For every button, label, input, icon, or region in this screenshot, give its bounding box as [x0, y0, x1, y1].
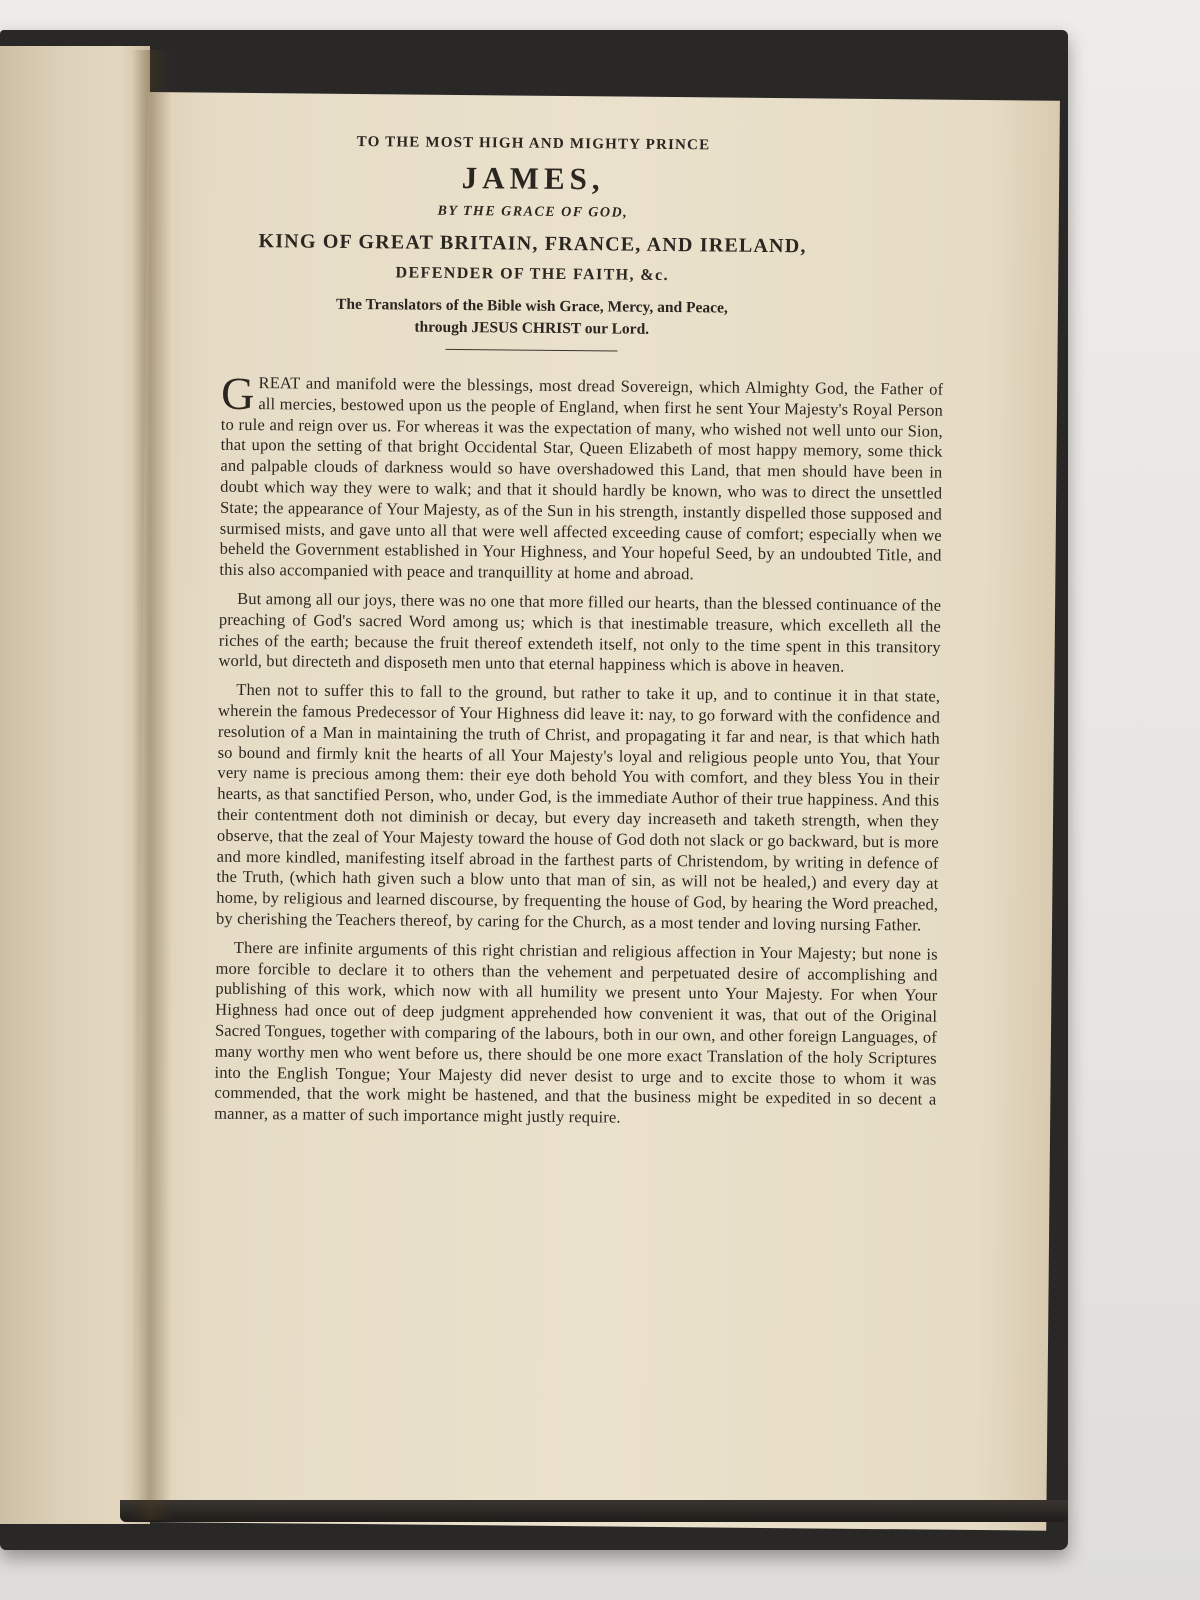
- paragraph-1: [219, 367, 944, 588]
- drop-cap: G: [220, 367, 255, 420]
- paragraph-4: There are infinite arguments of this right christian and religious affection in Your Majesty; but none is more forcible to declare it to others than the vehement and perpetuated desire of accomplishing and publishing of this work, which now with all humility we present unto Your Majesty. For when Your Highness had once out of deep judgment apprehended how convenient it was, that out of the Original Sacred Tongues, together with comparing of the labours, both in our own, and other foreign Languages, of many worthy men who went before us, there should be one more exact Translation of the holy Scriptures into the English Tongue; Your Majesty did never desist to urge and to excite those to whom it was commended, that the work might be hastened, and that the business might be expedited in so decent a manner, as a matter of such importance might justly require.: [214, 937, 938, 1127]
- translators-line-2: through JESUS CHRIST our Lord.: [414, 318, 650, 338]
- heading-line-prince: TO THE MOST HIGH AND MIGHTY PRINCE: [356, 134, 711, 154]
- heading-king-name: JAMES,: [461, 160, 605, 197]
- book-bottom-edge: [120, 1500, 1068, 1522]
- heading-defender: DEFENDER OF THE FAITH, &c.: [395, 264, 670, 285]
- translators-line-1: The Translators of the Bible wish Grace, Mercy, and Peace,: [335, 295, 728, 317]
- paragraph-3: Then not to suffer this to fall to the ground, but rather to take it up, and to continue it in that state, wherein the famous Predecessor of Your Highness did leave it: nay, to go forward with the confidence and resolution of a Man in maintaining the truth of Christ, and propagating it far and near, is that which hath so bound and firmly knit the hearts of all Your Majesty's loyal and religious people unto You, that Your very name is precious among them: their eye doth behold You with comfort, and they bless You in their hearts, as that sanctified Person, who, under God, is the immediate Author of their true happiness. And this their contentment doth not diminish or decay, but every day increaseth and taketh strength, when they observe, that the zeal of Your Majesty toward the house of God doth not slack or go backward, but is more and more kindled, manifesting itself abroad in the farthest parts of Christendom, by writing in defence of the Truth, (which hath given such a blow unto that man of sin, as will not be healed,) and every day at home, by religious and learned discourse, by frequenting the house of God, by hearing the Word preached, by cherishing the Teachers thereof, by caring for the Church, as a most tender and loving nursing Father.: [215, 680, 941, 935]
- heading-realm: KING OF GREAT BRITAIN, FRANCE, AND IRELAND,: [258, 230, 807, 258]
- heading-rule: [446, 349, 618, 352]
- dedication-heading: [146, 132, 1060, 356]
- book-gutter: [132, 50, 172, 1520]
- paragraph-2: But among all our joys, there was no one that more filled our hearts, than the blessed continuance of the preaching of God's sacred Word among us; which is that inestimable treasure, which excelleth all the riches of the earth; because the fruit thereof extendeth itself, not only to the time spent in this transitory world, but directeth and disposeth men unto that eternal happiness which is above in heaven.: [218, 588, 942, 677]
- dedication-body: [214, 367, 944, 1140]
- dedication-page: [134, 92, 1060, 1531]
- heading-grace: BY THE GRACE OF GOD,: [437, 203, 629, 221]
- paragraph-1-text: REAT and manifold were the blessings, most dread Sovereign, which Almighty God, the Father of all mercies, bestowed upon us the people of England, when first he sent Your Majesty's Royal Person to rule and reign over us. For whereas it was the expectation of many, who wished not well unto our Sion, that upon the setting of that bright Occidental Star, Queen Elizabeth of most happy memory, some thick and palpable clouds of darkness would so have overshadowed this Land, that men should have been in doubt which way they were to walk; and that it should hardly be known, who was to direct the unsettled State; the appearance of Your Majesty, as of the Sun in his strength, instantly dispelled those supposed and surmised mists, and gave unto all that were well affected exceeding cause of comfort; especially when we beheld the Government established in Your Highness, and Your hopeful Seed, by an undoubted Title, and this also accompanied with peace and tranquillity at home and abroad.: [219, 373, 944, 584]
